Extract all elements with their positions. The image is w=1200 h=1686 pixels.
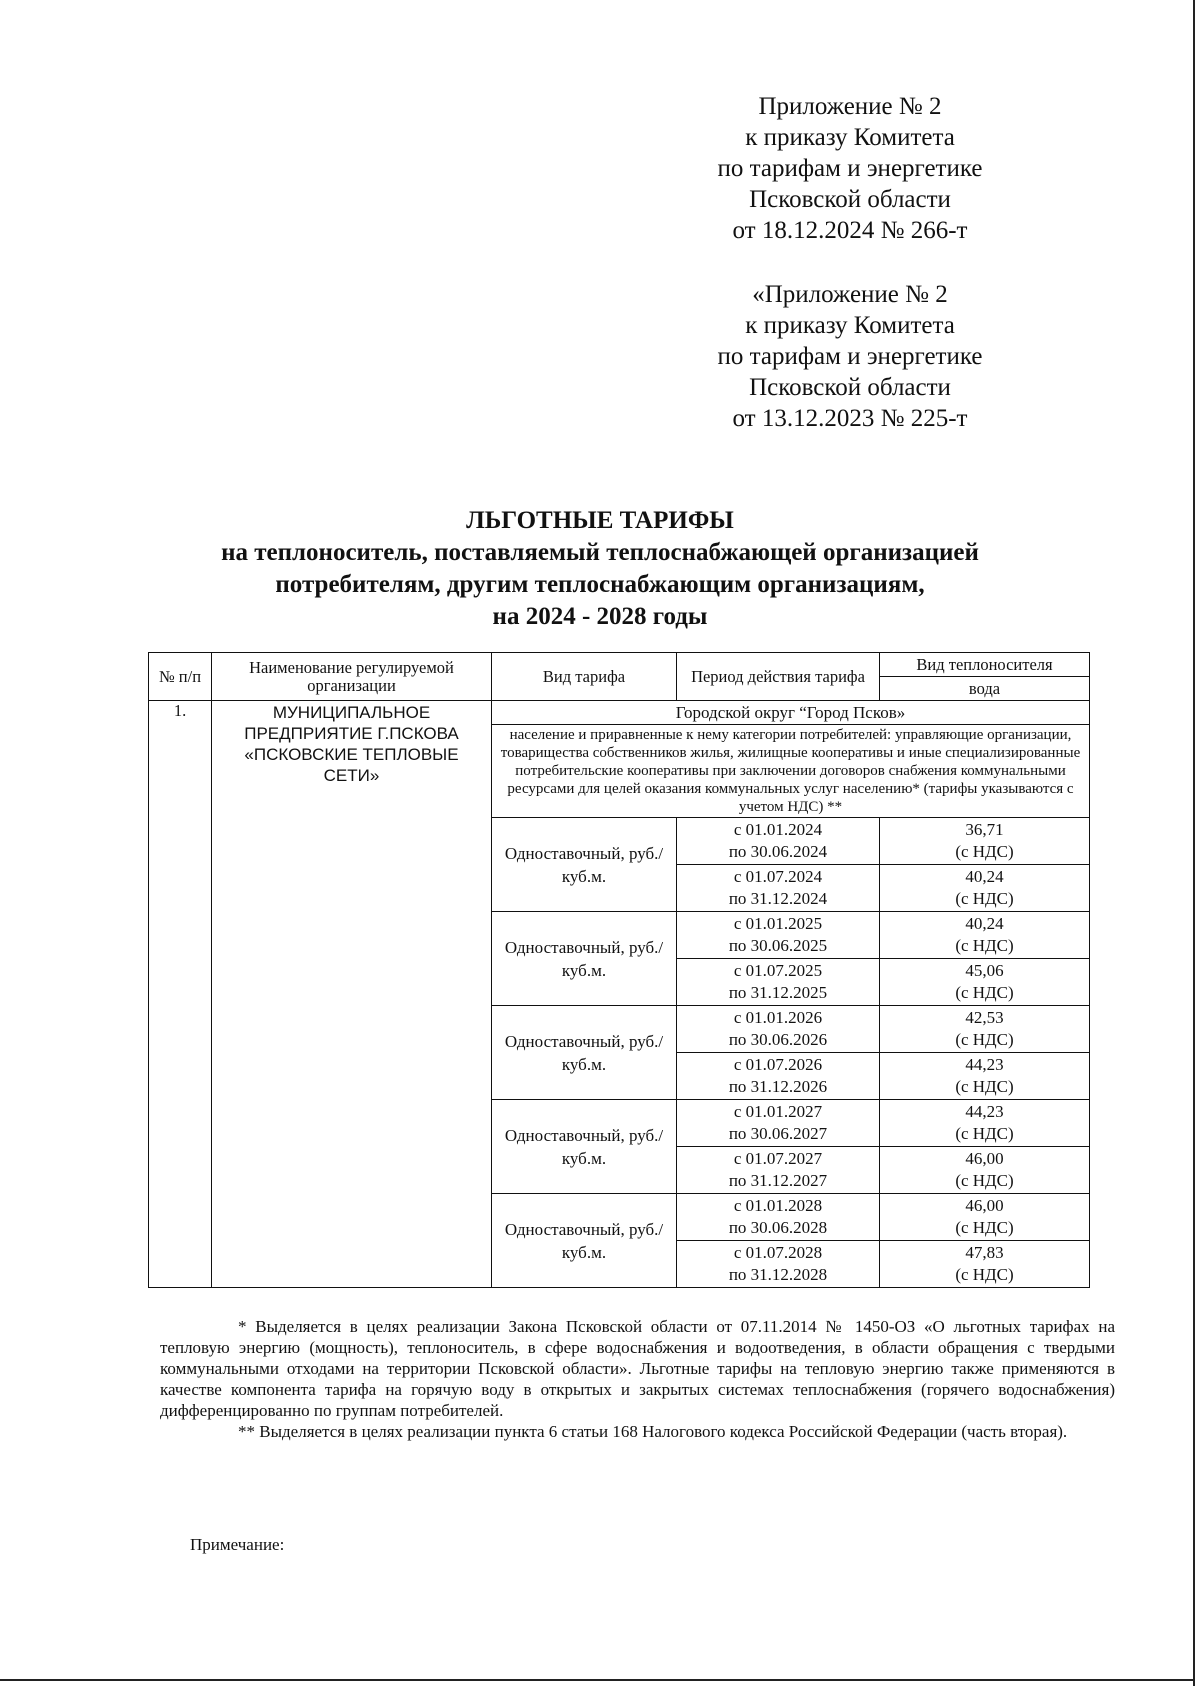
period-cell	[677, 1053, 880, 1100]
tariff-value: 44,23	[965, 1102, 1004, 1121]
period-cell	[677, 1241, 880, 1288]
period-from: с 01.07.2026	[733, 1055, 823, 1074]
vat-label: (с НДС)	[955, 842, 1014, 861]
tariff-value: 40,24	[965, 914, 1004, 933]
appendix-line: к приказу Комитета	[745, 312, 955, 339]
vat-label: (с НДС)	[955, 1030, 1014, 1049]
consumer-category-note: население и приравненные к нему категории потребителей: управляющие организации, товарищества собственников жилья, жилищные кооперативы и иные специализированные потребительские кооперативы при заключении договоров снабжения коммунальными ресурсами для целей оказания коммунальных услуг населению* (тарифы указываются с учетом НДС) **	[492, 725, 1090, 818]
appendix-line: от 18.12.2024 № 266-т	[732, 217, 968, 244]
tariff-value-cell	[880, 1194, 1090, 1241]
period-cell	[677, 1147, 880, 1194]
appendix-line: Приложение № 2	[758, 93, 942, 120]
footnote-single-asterisk: * Выделяется в целях реализации Закона Псковской области от 07.11.2014 № 1450-ОЗ «О льготных тарифах на тепловую энергию (мощность), теплоноситель, в сфере водоснабжения и водоотведения, в области обращения с твердыми коммунальными отходами на территории Псковской области». Льготные тарифы на тепловую энергию также применяются в качестве компонента тарифа на горячую воду в открытых и закрытых системах теплоснабжения (горячего водоснабжения) дифференцированно по группам потребителей.	[160, 1317, 1115, 1420]
header-organization: Наименование регулируемой организации	[212, 653, 492, 701]
page-border-bottom	[0, 1679, 1195, 1681]
period-from: с 01.07.2027	[733, 1149, 823, 1168]
vat-label: (с НДС)	[955, 1077, 1014, 1096]
title-line: ЛЬГОТНЫЕ ТАРИФЫ	[466, 507, 734, 534]
period-to: по 31.12.2024	[728, 889, 828, 908]
period-to: по 30.06.2026	[728, 1030, 828, 1049]
period-from: с 01.01.2024	[733, 820, 823, 839]
note-label: Примечание:	[190, 1535, 285, 1554]
district-name: Городской округ “Город Псков»	[492, 701, 1090, 725]
tariff-value-cell	[880, 912, 1090, 959]
period-to: по 30.06.2024	[728, 842, 828, 861]
appendix-header-previous	[650, 279, 1050, 434]
period-to: по 31.12.2026	[728, 1077, 828, 1096]
tariff-value: 40,24	[965, 867, 1004, 886]
period-cell	[677, 1194, 880, 1241]
appendix-line: Псковской области	[749, 186, 951, 213]
period-to: по 30.06.2025	[728, 936, 828, 955]
header-heat-carrier: Вид теплоносителя	[880, 653, 1090, 677]
footnotes	[160, 1316, 1115, 1442]
tariff-value: 44,23	[965, 1055, 1004, 1074]
period-from: с 01.07.2028	[733, 1243, 823, 1262]
period-cell	[677, 959, 880, 1006]
tariff-value-cell	[880, 1147, 1090, 1194]
appendix-line: по тарифам и энергетике	[717, 343, 983, 370]
tariff-kind: Одноставочный, руб./куб.м.	[492, 912, 677, 1006]
period-to: по 31.12.2027	[728, 1171, 828, 1190]
period-from: с 01.01.2025	[733, 914, 823, 933]
document-title	[150, 505, 1050, 633]
tariff-value-cell	[880, 1006, 1090, 1053]
period-cell	[677, 1006, 880, 1053]
row-number: 1.	[149, 701, 212, 1288]
period-from: с 01.01.2028	[733, 1196, 823, 1215]
tariff-table	[148, 652, 1090, 1288]
period-to: по 31.12.2028	[728, 1265, 828, 1284]
vat-label: (с НДС)	[955, 1218, 1014, 1237]
appendix-line: от 13.12.2023 № 225-т	[732, 405, 968, 432]
period-to: по 30.06.2028	[728, 1218, 828, 1237]
footnote-double-asterisk: ** Выделяется в целях реализации пункта 6 статьи 168 Налогового кодекса Российской Федерации (часть вторая).	[238, 1422, 1068, 1441]
vat-label: (с НДС)	[955, 983, 1014, 1002]
title-line: потребителям, другим теплоснабжающим организациям,	[275, 571, 925, 598]
tariff-value: 47,83	[965, 1243, 1004, 1262]
period-from: с 01.07.2025	[733, 961, 823, 980]
period-from: с 01.01.2027	[733, 1102, 823, 1121]
tariff-value: 46,00	[965, 1149, 1004, 1168]
period-cell	[677, 1100, 880, 1147]
tariff-value: 42,53	[965, 1008, 1004, 1027]
title-line: на теплоноситель, поставляемый теплоснабжающей организацией	[221, 539, 979, 566]
period-cell	[677, 865, 880, 912]
period-cell	[677, 818, 880, 865]
page-border-right	[1193, 0, 1195, 1686]
header-tariff-type: Вид тарифа	[492, 653, 677, 701]
tariff-kind: Одноставочный, руб./куб.м.	[492, 1006, 677, 1100]
tariff-value-cell	[880, 865, 1090, 912]
organization-name: МУНИЦИПАЛЬНОЕ ПРЕДПРИЯТИЕ Г.ПСКОВА «ПСКОВСКИЕ ТЕПЛОВЫЕ СЕТИ»	[212, 701, 492, 1288]
vat-label: (с НДС)	[955, 1124, 1014, 1143]
tariff-kind: Одноставочный, руб./куб.м.	[492, 1194, 677, 1288]
header-water: вода	[880, 677, 1090, 701]
title-line: на 2024 - 2028 годы	[492, 603, 708, 630]
period-from: с 01.07.2024	[733, 867, 823, 886]
appendix-line: к приказу Комитета	[745, 124, 955, 151]
period-from: с 01.01.2026	[733, 1008, 823, 1027]
tariff-value-cell	[880, 1241, 1090, 1288]
period-to: по 30.06.2027	[728, 1124, 828, 1143]
tariff-value-cell	[880, 1100, 1090, 1147]
tariff-value: 46,00	[965, 1196, 1004, 1215]
appendix-line: по тарифам и энергетике	[717, 155, 983, 182]
tariff-kind: Одноставочный, руб./куб.м.	[492, 818, 677, 912]
header-number: № п/п	[149, 653, 212, 701]
appendix-line: «Приложение № 2	[752, 281, 948, 308]
header-period: Период действия тарифа	[677, 653, 880, 701]
tariff-value-cell	[880, 959, 1090, 1006]
period-cell	[677, 912, 880, 959]
vat-label: (с НДС)	[955, 1265, 1014, 1284]
tariff-value: 45,06	[965, 961, 1004, 980]
tariff-value-cell	[880, 1053, 1090, 1100]
tariff-value-cell	[880, 818, 1090, 865]
tariff-kind: Одноставочный, руб./куб.м.	[492, 1100, 677, 1194]
appendix-header-current	[650, 91, 1050, 246]
vat-label: (с НДС)	[955, 936, 1014, 955]
vat-label: (с НДС)	[955, 1171, 1014, 1190]
appendix-line: Псковской области	[749, 374, 951, 401]
tariff-value: 36,71	[965, 820, 1004, 839]
period-to: по 31.12.2025	[728, 983, 828, 1002]
vat-label: (с НДС)	[955, 889, 1014, 908]
